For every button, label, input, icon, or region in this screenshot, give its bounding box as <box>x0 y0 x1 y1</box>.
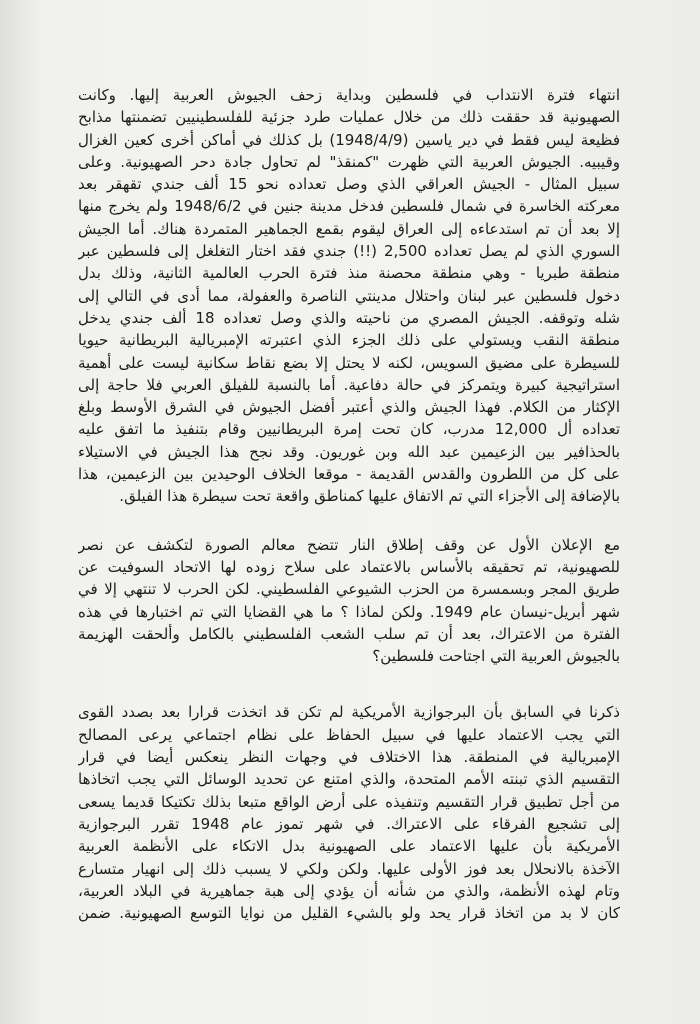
text-line: إلا بعد أن تم استدعاءه إلى العراق ليقوم بقمع الجماهير المتمردة هناك. أما الجيش <box>78 219 620 238</box>
text-line: سبيل المثال - الجيش العراقي الذي وصل تعداده نحو 15 ألف جندي تقهقر بعد <box>78 175 620 194</box>
text-line: منطقة طبريا - وهي منطقة محصنة منذ فترة الحرب العالمية الثانية، وذلك بدل <box>78 264 620 283</box>
text-line: مع الإعلان الأول عن وقف إطلاق النار تتضح معالم الصورة لتكشف عن نصر <box>78 535 620 554</box>
text-line: بالإضافة إلى الأجزاء التي تم الاتفاق عليها كمناطق واقعة تحت سيطرة هذا الفيلق. <box>119 487 620 506</box>
text-line: إلى تشجيع الفرقاء على الاعتراك. في شهر تموز عام 1948 تقرر البرجوازية <box>78 814 620 833</box>
text-line: الإكثار من الكلام. فهذا الجيش والذي أعتبر أفضل الجيوش في الشرق الأوسط وبلغ <box>78 398 620 417</box>
text-line: الآخذة بالانحلال بعد فوز الأولى عليها. ولكن ولكي لا يسبب ذلك إلى انهيار متسارع <box>78 859 620 878</box>
text-line: شله وتوقفه. الجيش المصري من ناحيته والذي وصل تعداده 18 ألف جندي يدخل <box>78 308 620 327</box>
text-line: دخول فلسطين عبر لبنان واحتلال مدينتي الناصرة والعفولة، مما أدى في التالي إلى <box>78 286 620 305</box>
text-line: بالجيوش العربية التي اجتاحت فلسطين؟ <box>372 647 620 666</box>
text-line: التي يجب الاعتماد عليها في سبيل الحفاظ على نظام اجتماعي يرعى المصالح <box>78 725 620 744</box>
text-line: للصهيونية، تم تحقيقه بالأساس بالاعتماد على سلاح زوده لها الاتحاد السوفيت عن <box>78 557 620 576</box>
text-line: وقيبيه. الجيوش العربية التي ظهرت "كمنقذ" لم تحاول جادة دحر الصهيونية. وعلى <box>78 152 620 171</box>
paragraph-american-bourgeoisie <box>78 701 620 924</box>
text-line: استراتيجية كبيرة ويتمركز في حالة دفاعية. أما بالنسبة للفيلق العربي فلا حاجة إلى <box>78 375 620 394</box>
text-line: على كل من اللطرون والقدس القديمة - موقعا الخلاف الوحيدين بين الزعيمين، هذا <box>78 465 620 484</box>
text-line: كان لا بد من اتخاذ قرار يحد ولو بالشيء القليل من نوايا التوسع الصهيونية. ضمن <box>78 904 620 923</box>
text-line: الإمبريالية في المنطقة. هذا الاختلاف في وجهات النظر ينعكس أيضا في قرار <box>78 748 620 767</box>
text-line: من أجل تطبيق قرار التقسيم وتنفيذه على أرض الواقع متبعا بذلك تكتيكا قديما يسعى <box>78 792 620 811</box>
text-line: منطقة النقب ويستولي على ذلك الجزء الذي اعتبرته الإمبريالية البريطانية حيويا <box>78 331 620 350</box>
text-line: طريق المجر وبسمسرة من الحزب الشيوعي الفلسطيني. لكن الحرب لا تنتهي إلا في <box>78 580 620 599</box>
text-line: فظيعة ليس فقط في دير ياسين (1948/4/9) بل كذلك في أماكن أخرى كعين الغزال <box>78 130 620 149</box>
text-line: ذكرنا في السابق بأن البرجوازية الأمريكية لم تكن قد اتخذت قرارا بعد بصدد القوى <box>78 703 620 722</box>
text-line: الصهيونية قد حققت ذلك من خلال عمليات طرد جزئية للفلسطينيين تضمنتها مذابح <box>78 108 620 127</box>
text-line: الأمريكية بأن عليها الاعتماد على الصهيونية بدل الاتكاء على الأنظمة العربية <box>78 837 620 856</box>
text-line: انتهاء فترة الانتداب في فلسطين وبداية زحف الجيوش العربية إليها. وكانت <box>78 86 620 104</box>
text-line: التقسيم الذي تبنته الأمم المتحدة، والذي امتنع عن تحديد الوسائل التي يجب اتخاذها <box>78 770 620 789</box>
text-line: شهر أبريل-نيسان عام 1949. ولكن لماذا ؟ ما هي القضايا التي تم اختبارها في هذه <box>78 602 620 621</box>
text-line: وتام لهذه الأنظمة، والذي من شأنه أن يؤدي إلى هبة جماهيرية في البلاد العربية، <box>78 881 620 900</box>
paragraph-ceasefire <box>78 534 620 668</box>
text-line: بالحذافير بين الزعيمين عبد الله وبن غوريون. وقد نجح هذا الجيش في الاستيلاء <box>78 442 620 461</box>
text-line: السوري الذي لم يصل تعداده 2,500 (!!) جندي فقد اختار التغلغل إلى فلسطين عبر <box>78 242 620 261</box>
text-line: الفترة من الاعتراك، بعد أن تم سلب الشعب الفلسطيني بالكامل وألحقت الهزيمة <box>78 624 620 643</box>
text-line: للسيطرة على مضيق السويس، لكنه لا يحتل إلا بضع نقاط سكانية ليست على أهمية <box>78 353 620 372</box>
page-text <box>78 84 620 954</box>
text-line: معركته الخاسرة في شمال فلسطين فدخل مدينة جنين في 1948/6/2 ولم يخرج منها <box>78 197 620 216</box>
paragraph-arab-armies <box>78 84 620 508</box>
text-line: تعداده أل 12,000 مدرب، كان تحت إمرة البريطانيين وقام بتنفيذ ما اتفق عليه <box>78 420 620 439</box>
